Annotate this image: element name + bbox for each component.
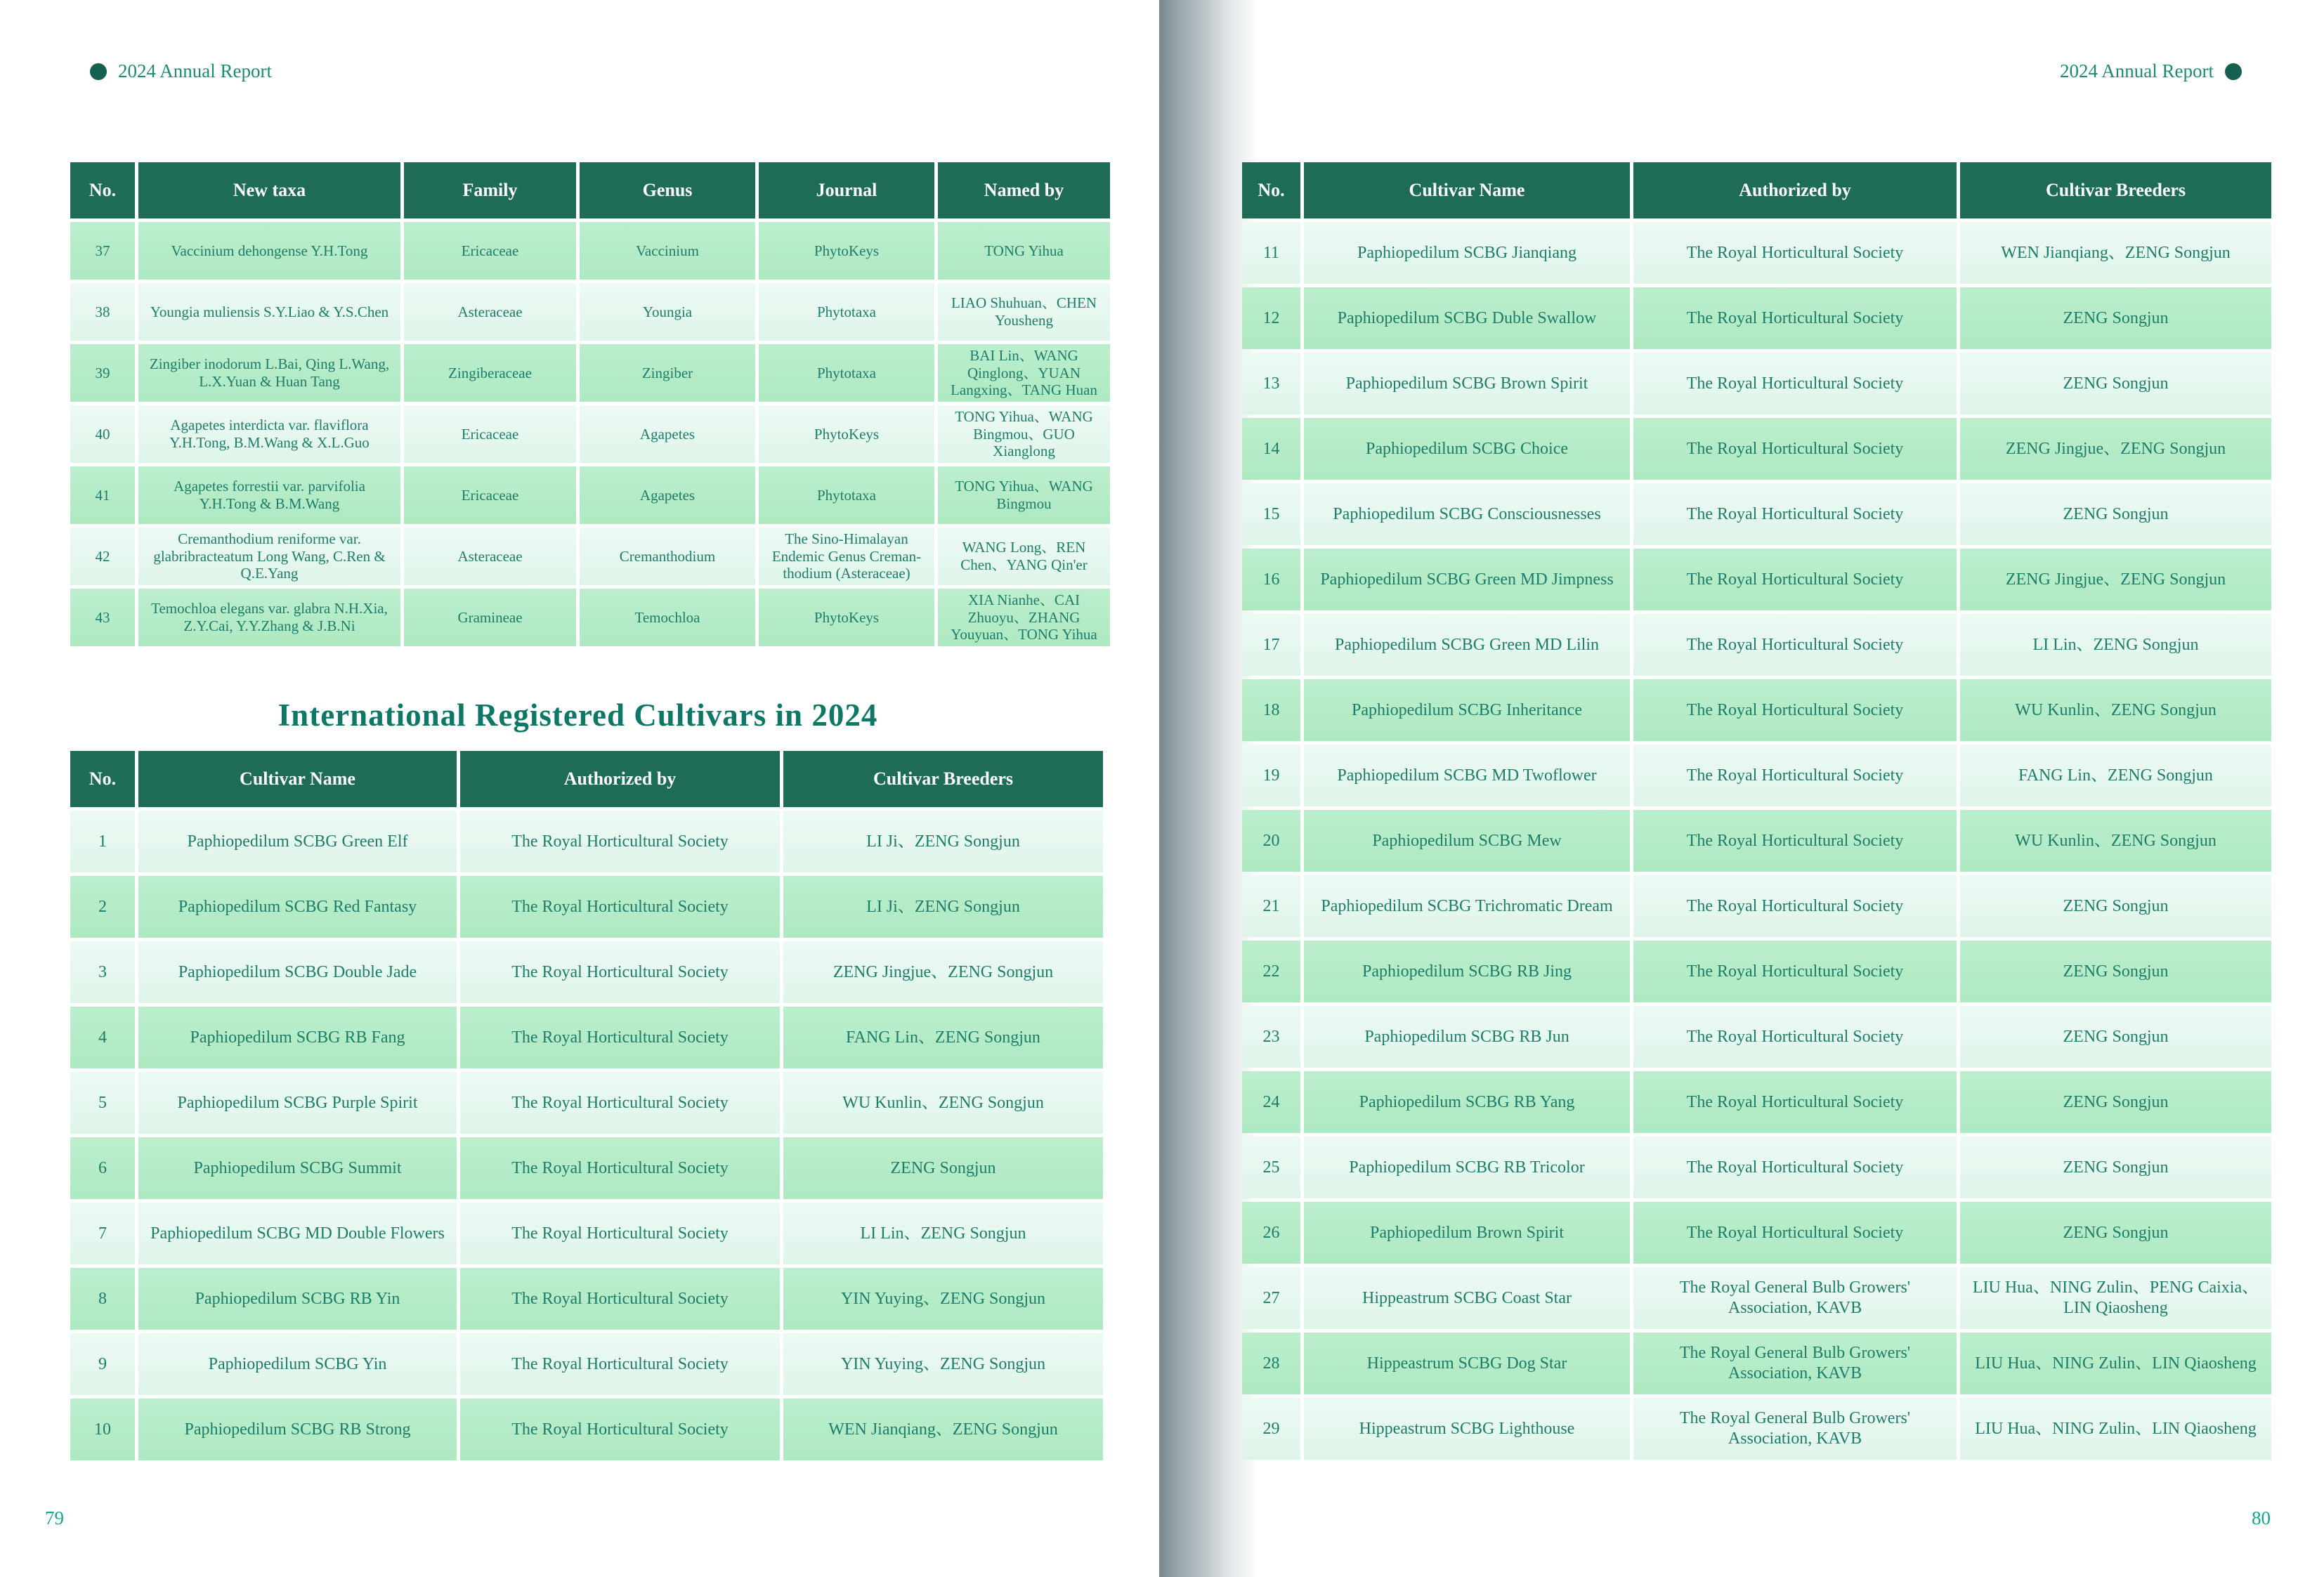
new-taxa-table-container (67, 159, 1097, 650)
cell: FANG Lin、ZENG Songjun (1960, 745, 2271, 806)
table-header-row (70, 162, 1110, 218)
report-header-text: 2024 Annual Report (2060, 60, 2214, 81)
cell: 14 (1242, 418, 1300, 480)
cell: 28 (1242, 1333, 1300, 1394)
cell: 1 (70, 811, 135, 872)
table-row (70, 1399, 1103, 1460)
cell: The Royal Horticultural Society (460, 1203, 780, 1264)
cell: XIA Nianhe、CAI Zhuoyu、ZHANG Youyuan、TONG Yihua (938, 589, 1110, 646)
cell: ZENG Songjun (1960, 1071, 2271, 1133)
cell: ZENG Jingjue、ZENG Songjun (783, 941, 1103, 1003)
column-header: Cultivar Name (1304, 162, 1630, 218)
cell: The Royal Horticultural Society (460, 1072, 780, 1134)
table-header-row (70, 751, 1103, 807)
cell: ZENG Songjun (1960, 875, 2271, 937)
table-row (1242, 1006, 2271, 1068)
table-row (70, 811, 1103, 872)
cell: 23 (1242, 1006, 1300, 1068)
cell: Paphiopedilum SCBG RB Fang (138, 1007, 457, 1068)
cell: 21 (1242, 875, 1300, 937)
table-row (70, 876, 1103, 938)
cell: Paphiopedilum SCBG Yin (138, 1333, 457, 1395)
cell: Youngia (580, 283, 755, 341)
table-row (70, 589, 1110, 646)
cell: 43 (70, 589, 135, 646)
cell: LIU Hua、NING Zulin、LIN Qiaosheng (1960, 1398, 2271, 1460)
table-row (1242, 1137, 2271, 1198)
cell: LIAO Shuhuan、CHEN Yousheng (938, 283, 1110, 341)
cell: 26 (1242, 1202, 1300, 1264)
cell: Ericaceae (404, 405, 576, 463)
cell: ZENG Jingjue、ZENG Songjun (1960, 418, 2271, 480)
cell: Paphiopedilum SCBG MD Double Flowers (138, 1203, 457, 1264)
cell: Hippeastrum SCBG Lighthouse (1304, 1398, 1630, 1460)
cell: ZENG Songjun (1960, 353, 2271, 414)
report-bullet-icon (90, 63, 107, 80)
cell: 24 (1242, 1071, 1300, 1133)
right-page-header (2060, 60, 2242, 82)
cell: Paphiopedilum SCBG RB Strong (138, 1399, 457, 1460)
cell: Asteraceae (404, 283, 576, 341)
cell: Paphiopedilum SCBG Green Elf (138, 811, 457, 872)
cell: LI Lin、ZENG Songjun (1960, 614, 2271, 676)
table-row (70, 941, 1103, 1003)
column-header: Cultivar Breeders (783, 751, 1103, 807)
cell: LI Ji、ZENG Songjun (783, 876, 1103, 938)
cell: The Royal Horticultural Society (460, 1333, 780, 1395)
table-row (1242, 810, 2271, 872)
cell: Ericaceae (404, 466, 576, 524)
section-title: International Registered Cultivars in 2024 (278, 698, 878, 733)
cell: Paphiopedilum SCBG Brown Spirit (1304, 353, 1630, 414)
cell: Phytotaxa (759, 466, 934, 524)
column-header: Family (404, 162, 576, 218)
cell: Paphiopedilum SCBG Duble Swallow (1304, 287, 1630, 349)
page-number-right: 80 (2252, 1507, 2271, 1529)
cell: 39 (70, 344, 135, 402)
cell: The Royal Horticultural Society (1633, 679, 1957, 741)
column-header: Journal (759, 162, 934, 218)
table-row (70, 1007, 1103, 1068)
cell: 2 (70, 876, 135, 938)
cell: 4 (70, 1007, 135, 1068)
cell: Agapetes forrestii var. parvifolia Y.H.Tong & B.M.Wang (138, 466, 400, 524)
cell: ZENG Songjun (1960, 287, 2271, 349)
cell: LI Lin、ZENG Songjun (783, 1203, 1103, 1264)
cultivars-table-right-container (1239, 159, 2257, 1463)
cell: The Royal Horticultural Society (1633, 1202, 1957, 1264)
cell: The Royal Horticultural Society (1633, 941, 1957, 1002)
cell: Zingiberaceae (404, 344, 576, 402)
cell: YIN Yuying、ZENG Songjun (783, 1333, 1103, 1395)
table-row (1242, 1202, 2271, 1264)
table-row (1242, 287, 2271, 349)
cell: 6 (70, 1137, 135, 1199)
table-row (1242, 1333, 2271, 1394)
left-page-header (90, 60, 272, 82)
table-row (70, 1203, 1103, 1264)
cell: LIU Hua、NING Zulin、LIN Qiaosheng (1960, 1333, 2271, 1394)
cell: The Royal Horticultural Society (1633, 1071, 1957, 1133)
cell: FANG Lin、ZENG Songjun (783, 1007, 1103, 1068)
cultivars-table-right (1239, 159, 2275, 1463)
cell: ZENG Songjun (1960, 483, 2271, 545)
cell: Paphiopedilum Brown Spirit (1304, 1202, 1630, 1264)
cell: LI Ji、ZENG Songjun (783, 811, 1103, 872)
cell: Agapetes (580, 405, 755, 463)
table-row (1242, 483, 2271, 545)
table-row (1242, 353, 2271, 414)
cell: The Royal Horticultural Society (1633, 810, 1957, 872)
cultivars-table-left (67, 747, 1106, 1464)
cell: Paphiopedilum SCBG Double Jade (138, 941, 457, 1003)
cell: Agapetes (580, 466, 755, 524)
cell: 8 (70, 1268, 135, 1330)
column-header: Genus (580, 162, 755, 218)
cell: Paphiopedilum SCBG Choice (1304, 418, 1630, 480)
table-row (70, 344, 1110, 402)
cell: Zingiber (580, 344, 755, 402)
cell: PhytoKeys (759, 405, 934, 463)
cell: 12 (1242, 287, 1300, 349)
cell: Paphiopedilum SCBG Purple Spirit (138, 1072, 457, 1134)
cell: The Sino-Himalayan Endemic Genus Creman-thodium (Asteraceae) (759, 528, 934, 585)
cell: 37 (70, 222, 135, 280)
cell: 18 (1242, 679, 1300, 741)
cell: ZENG Songjun (1960, 1137, 2271, 1198)
table-row (70, 1072, 1103, 1134)
report-bullet-icon (2225, 63, 2242, 80)
cell: Asteraceae (404, 528, 576, 585)
cell: 27 (1242, 1267, 1300, 1329)
table-row (1242, 1398, 2271, 1460)
cell: Phytotaxa (759, 344, 934, 402)
cell: Paphiopedilum SCBG MD Twoflower (1304, 745, 1630, 806)
cell: Hippeastrum SCBG Dog Star (1304, 1333, 1630, 1394)
cell: 20 (1242, 810, 1300, 872)
cultivars-table-left-container (67, 747, 1089, 1464)
cell: Youngia muliensis S.Y.Liao & Y.S.Chen (138, 283, 400, 341)
cell: The Royal Horticultural Society (460, 1268, 780, 1330)
cell: The Royal Horticultural Society (1633, 1006, 1957, 1068)
cell: The Royal Horticultural Society (1633, 287, 1957, 349)
table-row (1242, 745, 2271, 806)
cell: 3 (70, 941, 135, 1003)
table-row (70, 283, 1110, 341)
table-row (1242, 875, 2271, 937)
cell: The Royal Horticultural Society (460, 941, 780, 1003)
cell: The Royal Horticultural Society (1633, 549, 1957, 610)
table-row (70, 405, 1110, 463)
cell: Phytotaxa (759, 283, 934, 341)
table-row (1242, 941, 2271, 1002)
table-row (1242, 549, 2271, 610)
table-row (70, 1137, 1103, 1199)
cell: 40 (70, 405, 135, 463)
cell: Vaccinium (580, 222, 755, 280)
cell: The Royal Horticultural Society (1633, 418, 1957, 480)
cell: 10 (70, 1399, 135, 1460)
cell: LIU Hua、NING Zulin、PENG Caixia、LIN Qiaosheng (1960, 1267, 2271, 1329)
column-header: New taxa (138, 162, 400, 218)
cell: TONG Yihua、WANG Bingmou (938, 466, 1110, 524)
cell: WEN Jianqiang、ZENG Songjun (783, 1399, 1103, 1460)
cell: The Royal Horticultural Society (1633, 222, 1957, 284)
table-row (70, 1268, 1103, 1330)
cell: PhytoKeys (759, 222, 934, 280)
cell: 5 (70, 1072, 135, 1134)
column-header: Cultivar Breeders (1960, 162, 2271, 218)
cell: 15 (1242, 483, 1300, 545)
cell: 9 (70, 1333, 135, 1395)
cell: 22 (1242, 941, 1300, 1002)
cell: Paphiopedilum SCBG Green MD Lilin (1304, 614, 1630, 676)
cell: TONG Yihua (938, 222, 1110, 280)
cell: Paphiopedilum SCBG Mew (1304, 810, 1630, 872)
table-header-row (1242, 162, 2271, 218)
cell: 17 (1242, 614, 1300, 676)
cell: BAI Lin、WANG Qinglong、YUAN Langxing、TANG Huan (938, 344, 1110, 402)
cell: Paphiopedilum SCBG Red Fantasy (138, 876, 457, 938)
cell: Paphiopedilum SCBG RB Jun (1304, 1006, 1630, 1068)
cell: The Royal General Bulb Growers' Association, KAVB (1633, 1267, 1957, 1329)
cell: The Royal Horticultural Society (460, 1007, 780, 1068)
cell: Paphiopedilum SCBG RB Jing (1304, 941, 1630, 1002)
cell: Paphiopedilum SCBG RB Yang (1304, 1071, 1630, 1133)
cell: The Royal Horticultural Society (460, 1399, 780, 1460)
column-header: Authorized by (460, 751, 780, 807)
table-row (1242, 679, 2271, 741)
cell: Gramineae (404, 589, 576, 646)
cell: The Royal Horticultural Society (1633, 1137, 1957, 1198)
cell: Paphiopedilum SCBG RB Tricolor (1304, 1137, 1630, 1198)
cell: Paphiopedilum SCBG RB Yin (138, 1268, 457, 1330)
cell: Vaccinium dehongense Y.H.Tong (138, 222, 400, 280)
table-row (1242, 614, 2271, 676)
cell: 41 (70, 466, 135, 524)
cell: The Royal Horticultural Society (460, 876, 780, 938)
column-header: Cultivar Name (138, 751, 457, 807)
table-row (70, 1333, 1103, 1395)
cell: WANG Long、REN Chen、YANG Qin'er (938, 528, 1110, 585)
column-header: Authorized by (1633, 162, 1957, 218)
cell: ZENG Songjun (783, 1137, 1103, 1199)
cell: 25 (1242, 1137, 1300, 1198)
cell: The Royal Horticultural Society (460, 1137, 780, 1199)
cell: Paphiopedilum SCBG Jianqiang (1304, 222, 1630, 284)
cell: TONG Yihua、WANG Bingmou、GUO Xianglong (938, 405, 1110, 463)
cell: Agapetes interdicta var. flaviflora Y.H.Tong, B.M.Wang & X.L.Guo (138, 405, 400, 463)
cell: WU Kunlin、ZENG Songjun (1960, 679, 2271, 741)
table-row (70, 528, 1110, 585)
cell: Paphiopedilum SCBG Consciousnesses (1304, 483, 1630, 545)
table-row (1242, 1071, 2271, 1133)
cell: Cremanthodium reniforme var. glabribracteatum Long Wang, C.Ren & Q.E.Yang (138, 528, 400, 585)
table-row (1242, 418, 2271, 480)
cell: Paphiopedilum SCBG Inheritance (1304, 679, 1630, 741)
new-taxa-table (67, 159, 1114, 650)
cell: WU Kunlin、ZENG Songjun (1960, 810, 2271, 872)
cell: Cremanthodium (580, 528, 755, 585)
cell: 11 (1242, 222, 1300, 284)
cell: The Royal Horticultural Society (1633, 614, 1957, 676)
cell: Ericaceae (404, 222, 576, 280)
table-row (70, 466, 1110, 524)
cell: 19 (1242, 745, 1300, 806)
cell: ZENG Songjun (1960, 1006, 2271, 1068)
report-header-text: 2024 Annual Report (118, 60, 272, 81)
cell: Paphiopedilum SCBG Trichromatic Dream (1304, 875, 1630, 937)
cell: Temochloa (580, 589, 755, 646)
table-row (70, 222, 1110, 280)
cell: Paphiopedilum SCBG Summit (138, 1137, 457, 1199)
cell: YIN Yuying、ZENG Songjun (783, 1268, 1103, 1330)
column-header: No. (1242, 162, 1300, 218)
cell: PhytoKeys (759, 589, 934, 646)
page-number-left: 79 (45, 1507, 64, 1529)
cell: Zingiber inodorum L.Bai, Qing L.Wang, L.X.Yuan & Huan Tang (138, 344, 400, 402)
cell: The Royal General Bulb Growers' Association, KAVB (1633, 1333, 1957, 1394)
column-header: Named by (938, 162, 1110, 218)
cell: WU Kunlin、ZENG Songjun (783, 1072, 1103, 1134)
cell: ZENG Songjun (1960, 1202, 2271, 1264)
cell: The Royal General Bulb Growers' Association, KAVB (1633, 1398, 1957, 1460)
cell: 42 (70, 528, 135, 585)
cell: The Royal Horticultural Society (1633, 875, 1957, 937)
cell: The Royal Horticultural Society (460, 811, 780, 872)
cell: Temochloa elegans var. glabra N.H.Xia, Z.Y.Cai, Y.Y.Zhang & J.B.Ni (138, 589, 400, 646)
table-row (1242, 1267, 2271, 1329)
cell: The Royal Horticultural Society (1633, 745, 1957, 806)
cell: 7 (70, 1203, 135, 1264)
cell: The Royal Horticultural Society (1633, 483, 1957, 545)
cell: ZENG Songjun (1960, 941, 2271, 1002)
cell: 13 (1242, 353, 1300, 414)
cell: Hippeastrum SCBG Coast Star (1304, 1267, 1630, 1329)
table-row (1242, 222, 2271, 284)
cell: Paphiopedilum SCBG Green MD Jimpness (1304, 549, 1630, 610)
cell: 16 (1242, 549, 1300, 610)
cell: 29 (1242, 1398, 1300, 1460)
cell: WEN Jianqiang、ZENG Songjun (1960, 222, 2271, 284)
cell: 38 (70, 283, 135, 341)
cell: ZENG Jingjue、ZENG Songjun (1960, 549, 2271, 610)
cell: The Royal Horticultural Society (1633, 353, 1957, 414)
column-header: No. (70, 751, 135, 807)
column-header: No. (70, 162, 135, 218)
